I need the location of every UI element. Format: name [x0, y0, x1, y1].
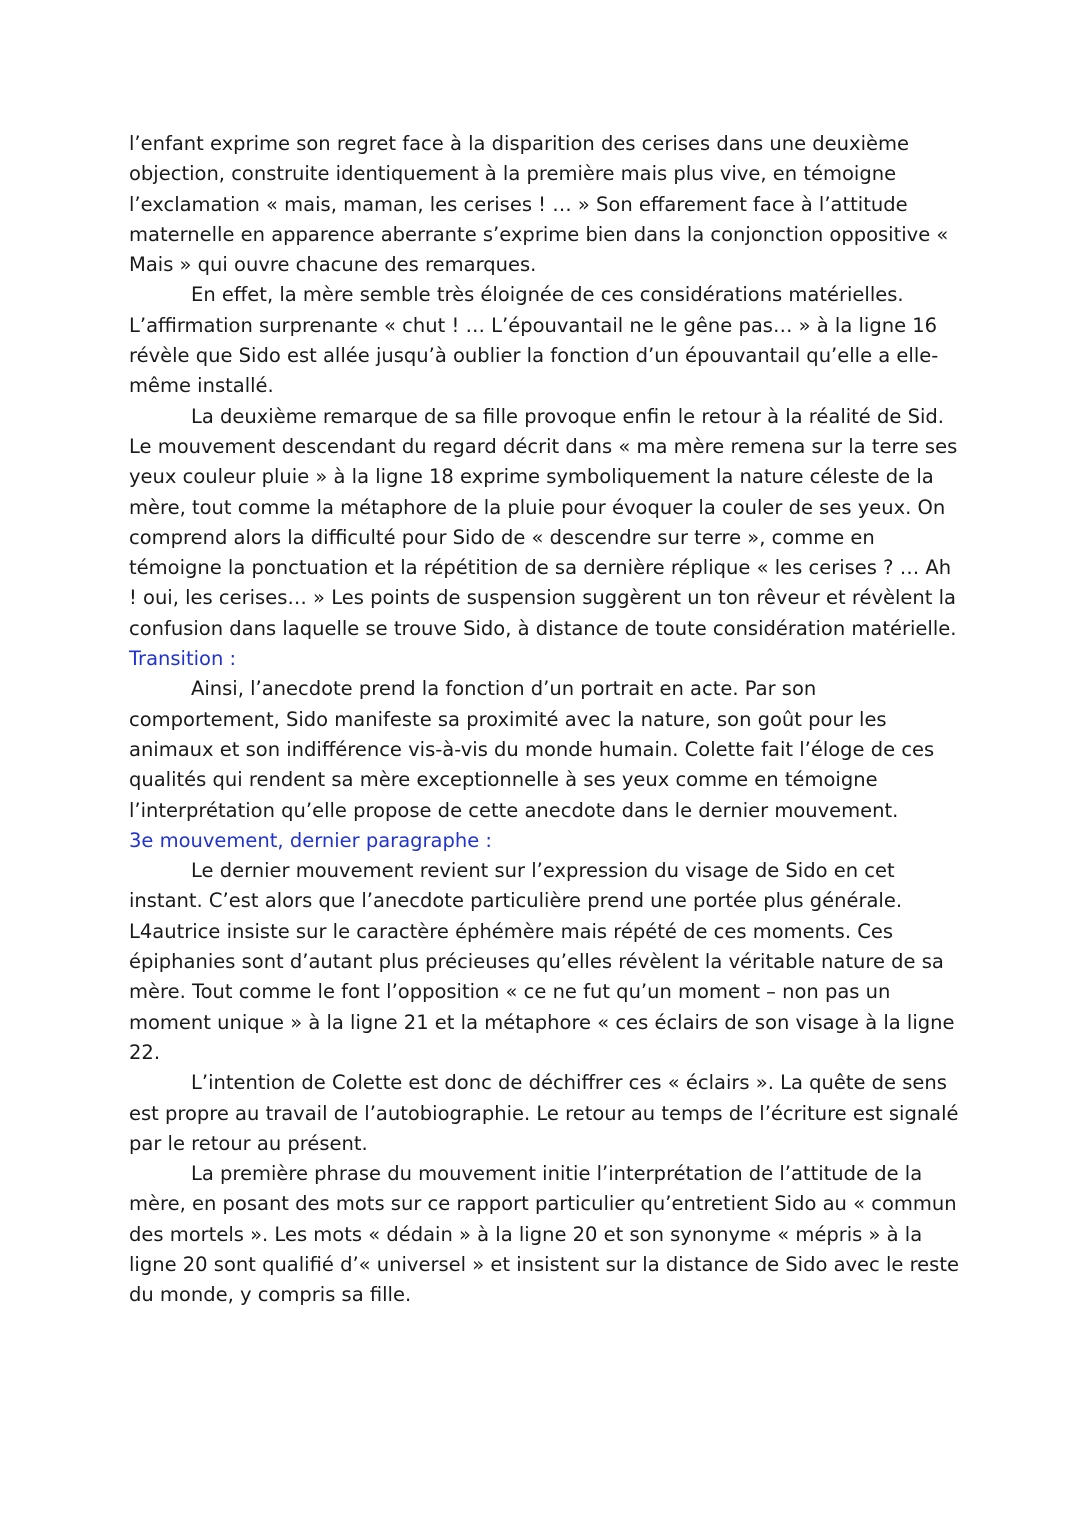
paragraph-1: l’enfant exprime son regret face à la disparition des cerises dans une deuxième objection, construite identiquement à la première mais plus vive, en témoigne l’exclamation « mais, maman, les cerises ! … » Son effarement face à l’attitude maternelle en apparence aberrante s’exprime bien dans la conjonction oppositive « Mais » qui ouvre chacune des remarques.: [129, 132, 949, 277]
paragraph-5: Le dernier mouvement revient sur l’expression du visage de Sido en cet instant. C’est alors que l’anecdote particulière prend une portée plus générale. L4autrice insiste sur le caractère éphémère mais répété de ces moments. Ces épiphanies sont d’autant plus précieuses qu’elles révèlent la véritable nature de sa mère. Tout comme le font l’opposition « ce ne fut qu’un moment – non pas un moment unique » à la ligne 21 et la métaphore « ces éclairs de son visage à la ligne 22.: [129, 859, 955, 1064]
paragraph-2: En effet, la mère semble très éloignée de ces considérations matérielles. L’affirmation surprenante « chut ! … L’épouvantail ne le gêne pas… » à la ligne 16 révèle que Sido est allée jusqu’à oublier la fonction d’un épouvantail qu’elle a elle-même installé.: [129, 283, 939, 398]
section-heading-transition: Transition :: [129, 647, 237, 671]
paragraph-7: La première phrase du mouvement initie l’interprétation de l’attitude de la mère, en posant des mots sur ce rapport particulier qu’entretient Sido au « commun des mortels ». Les mots « dédain » à la ligne 20 et son synonyme « mépris » à la ligne 20 sont qualifié d’« universel » et insistent sur la distance de Sido avec le reste du monde, y compris sa fille.: [129, 1162, 959, 1307]
document-page: [129, 129, 959, 1311]
paragraph-3: La deuxième remarque de sa fille provoque enfin le retour à la réalité de Sid. Le mouvement descendant du regard décrit dans « ma mère remena sur la terre ses yeux couleur pluie » à la ligne 18 exprime symboliquement la nature céleste de la mère, tout comme la métaphore de la pluie pour évoquer la couler de ses yeux. On comprend alors la difficulté pour Sido de « descendre sur terre », comme en témoigne la ponctuation et la répétition de sa dernière réplique « les cerises ? … Ah ! oui, les cerises… » Les points de suspension suggèrent un ton rêveur et révèlent la confusion dans laquelle se trouve Sido, à distance de toute considération matérielle.: [129, 404, 958, 640]
paragraph-6: L’intention de Colette est donc de déchiffrer ces « éclairs ». La quête de sens est propre au travail de l’autobiographie. Le retour au temps de l’écriture est signalé par le retour au présent.: [129, 1071, 959, 1155]
section-heading-3e-mouvement: 3e mouvement, dernier paragraphe :: [129, 828, 492, 852]
paragraph-4: Ainsi, l’anecdote prend la fonction d’un portrait en acte. Par son comportement, Sido manifeste sa proximité avec la nature, son goût pour les animaux et son indifférence vis-à-vis du monde humain. Colette fait l’éloge de ces qualités qui rendent sa mère exceptionnelle à ses yeux comme en témoigne l’interprétation qu’elle propose de cette anecdote dans le dernier mouvement.: [129, 677, 935, 822]
